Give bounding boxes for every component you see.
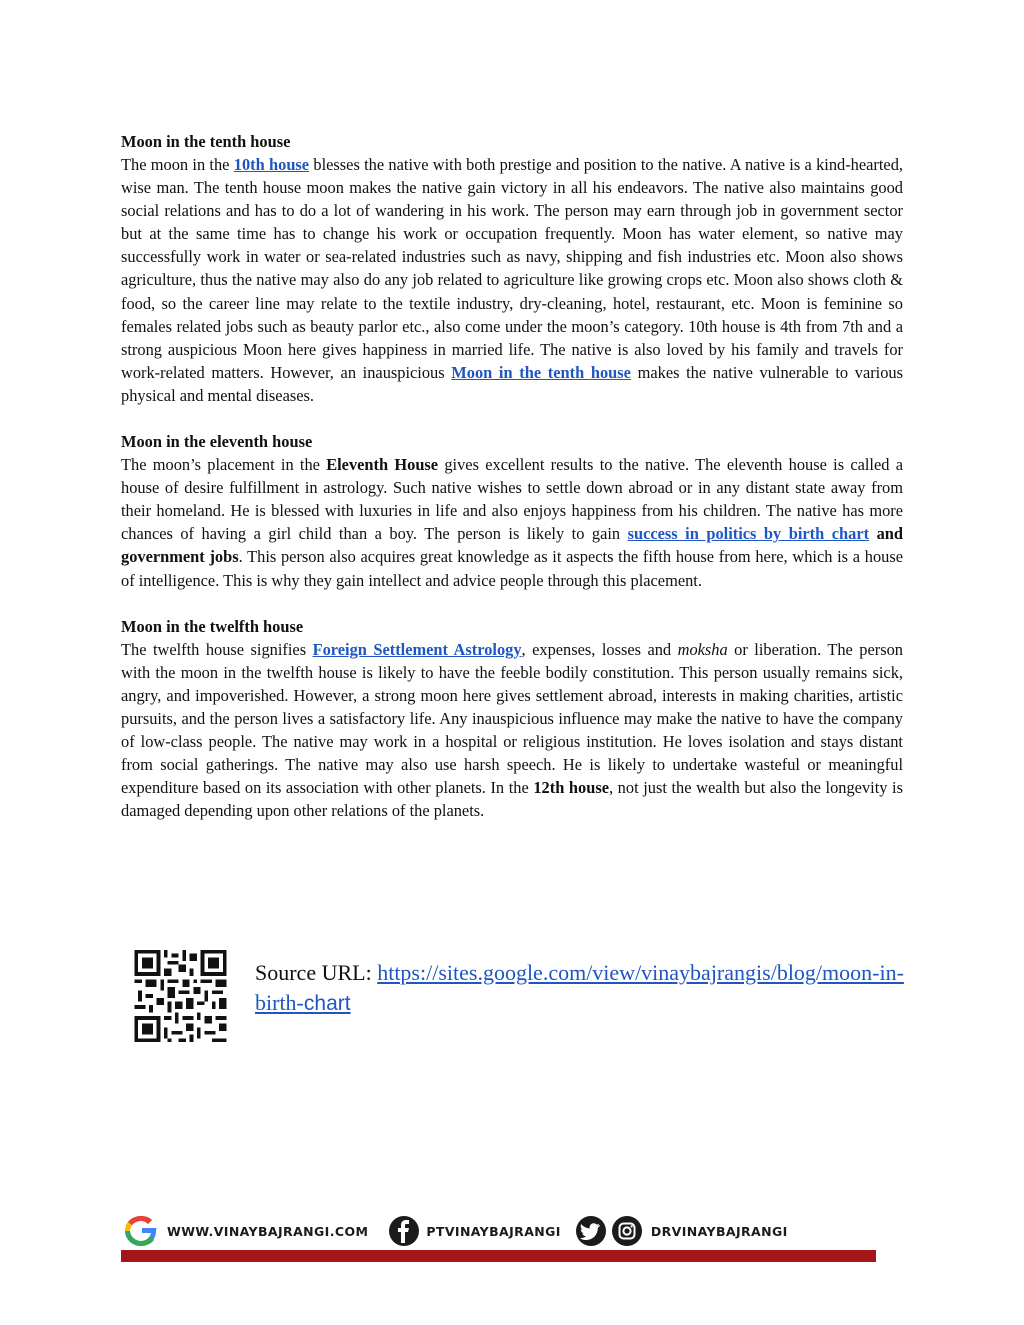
text-run: The twelfth house signifies	[121, 639, 313, 659]
link-success-in-politics[interactable]: success in politics by birth chart	[627, 524, 870, 544]
section-heading: Moon in the eleventh house	[121, 432, 313, 452]
section-paragraph	[121, 453, 903, 592]
section-heading: Moon in the tenth house	[121, 132, 291, 151]
google-icon	[121, 1214, 163, 1248]
text-run: , expenses, losses and	[521, 639, 678, 659]
source-label: Source URL:	[255, 960, 378, 985]
footer-website[interactable]: WWW.VINAYBAJRANGI.COM	[167, 1223, 369, 1239]
bold-text: 12th house	[533, 778, 609, 798]
section-eleventh-house	[121, 430, 903, 592]
text-run: The moon in the	[121, 155, 234, 174]
link-moon-in-tenth-house[interactable]: Moon in the tenth house	[451, 362, 631, 382]
section-paragraph	[121, 153, 903, 407]
text-run: . This person also acquires great knowledge as it aspects the fifth house from here, which is a house of intelligence. This is why they gain intellect and advice people through this placement.	[121, 547, 904, 590]
article-body	[121, 130, 903, 845]
footer-contact-row	[121, 1213, 876, 1249]
section-tenth-house	[121, 130, 903, 407]
source-link[interactable]: https://sites.google.com/view/vinaybajrangis/blog/moon-in-birth-	[255, 960, 904, 1015]
source-url	[255, 958, 935, 1019]
section-paragraph	[121, 638, 903, 823]
text-run: makes the native vulnerable to various physical and mental diseases.	[121, 362, 903, 405]
text-run: or liberation. The person with the moon in the twelfth house is likely to have the feeble bodily constitution. This person usually remains sick, angry, and impoverished. However, a strong moon here gives settlement abroad, interests in making charities, artistic pursuits, and the person lives a satisfactory life. Any inauspicious influence may make the native to have the company of low-class people. The native may work in a hospital or religious institution. He loves isolation and stays distant from social gatherings. The native may also use harsh speech. He is likely to undertake wasteful or meaningful expenditure based on its association with other planets. In the	[121, 639, 903, 798]
footer	[121, 1213, 876, 1262]
link-10th-house[interactable]: 10th house	[233, 155, 310, 174]
twitter-icon	[575, 1215, 607, 1247]
instagram-icon	[611, 1215, 643, 1247]
section-heading: Moon in the twelfth house	[121, 616, 304, 636]
bold-text: Eleventh House	[326, 455, 439, 475]
footer-facebook[interactable]: PTVINAYBAJRANGI	[426, 1223, 561, 1239]
source-block	[133, 950, 933, 1045]
bold-text: and government jobs	[121, 524, 904, 567]
qr-code-icon	[133, 950, 228, 1042]
text-run: The moon’s placement in the	[121, 455, 327, 475]
italic-text: moksha	[677, 639, 728, 659]
footer-bar	[121, 1250, 876, 1262]
text-run: , not just the wealth but also the longevity is damaged depending upon other relations of the planets.	[121, 778, 903, 821]
facebook-icon	[388, 1215, 420, 1247]
text-run: blesses the native with both prestige and position to the native. A native is a kind-hearted, wise man. The tenth house moon makes the native gain victory in all his endeavors. The native also maintains good social relations and has to do a lot of wandering in his work. The person may earn through job in government sector but at the same time has to change his work or occupation frequently. Moon has water element, so native may successfully work in water or sea-related industries such as navy, shipping and fish industries etc. Moon also shows agriculture, thus the native may also do any job related to agriculture like growing crops etc. Moon also shows cloth & food, so the career line may relate to the textile industry, dry-cleaning, hotel, restaurant, etc. Moon is feminine so females related jobs such as beauty parlor etc., also come under the moon’s category. 10th house is 4th from 7th and a strong auspicious Moon here gives happiness in married life. The native is also loved by his family and travels for work-related matters. However, an inauspicious	[121, 155, 903, 382]
footer-social-handle[interactable]: DRVINAYBAJRANGI	[650, 1223, 788, 1239]
section-twelfth-house	[121, 615, 903, 823]
text-run: gives excellent results to the native. The eleventh house is called a house of desire fulfillment in astrology. Such native wishes to settle down abroad or in any distant state away from their homeland. He is blessed with luxuries in life and also enjoys happiness from his children. The native has more chances of having a girl child than a boy. The person is likely to gain	[121, 455, 903, 544]
source-link-tail[interactable]: chart	[303, 992, 351, 1015]
link-foreign-settlement-astrology[interactable]: Foreign Settlement Astrology	[312, 639, 522, 659]
